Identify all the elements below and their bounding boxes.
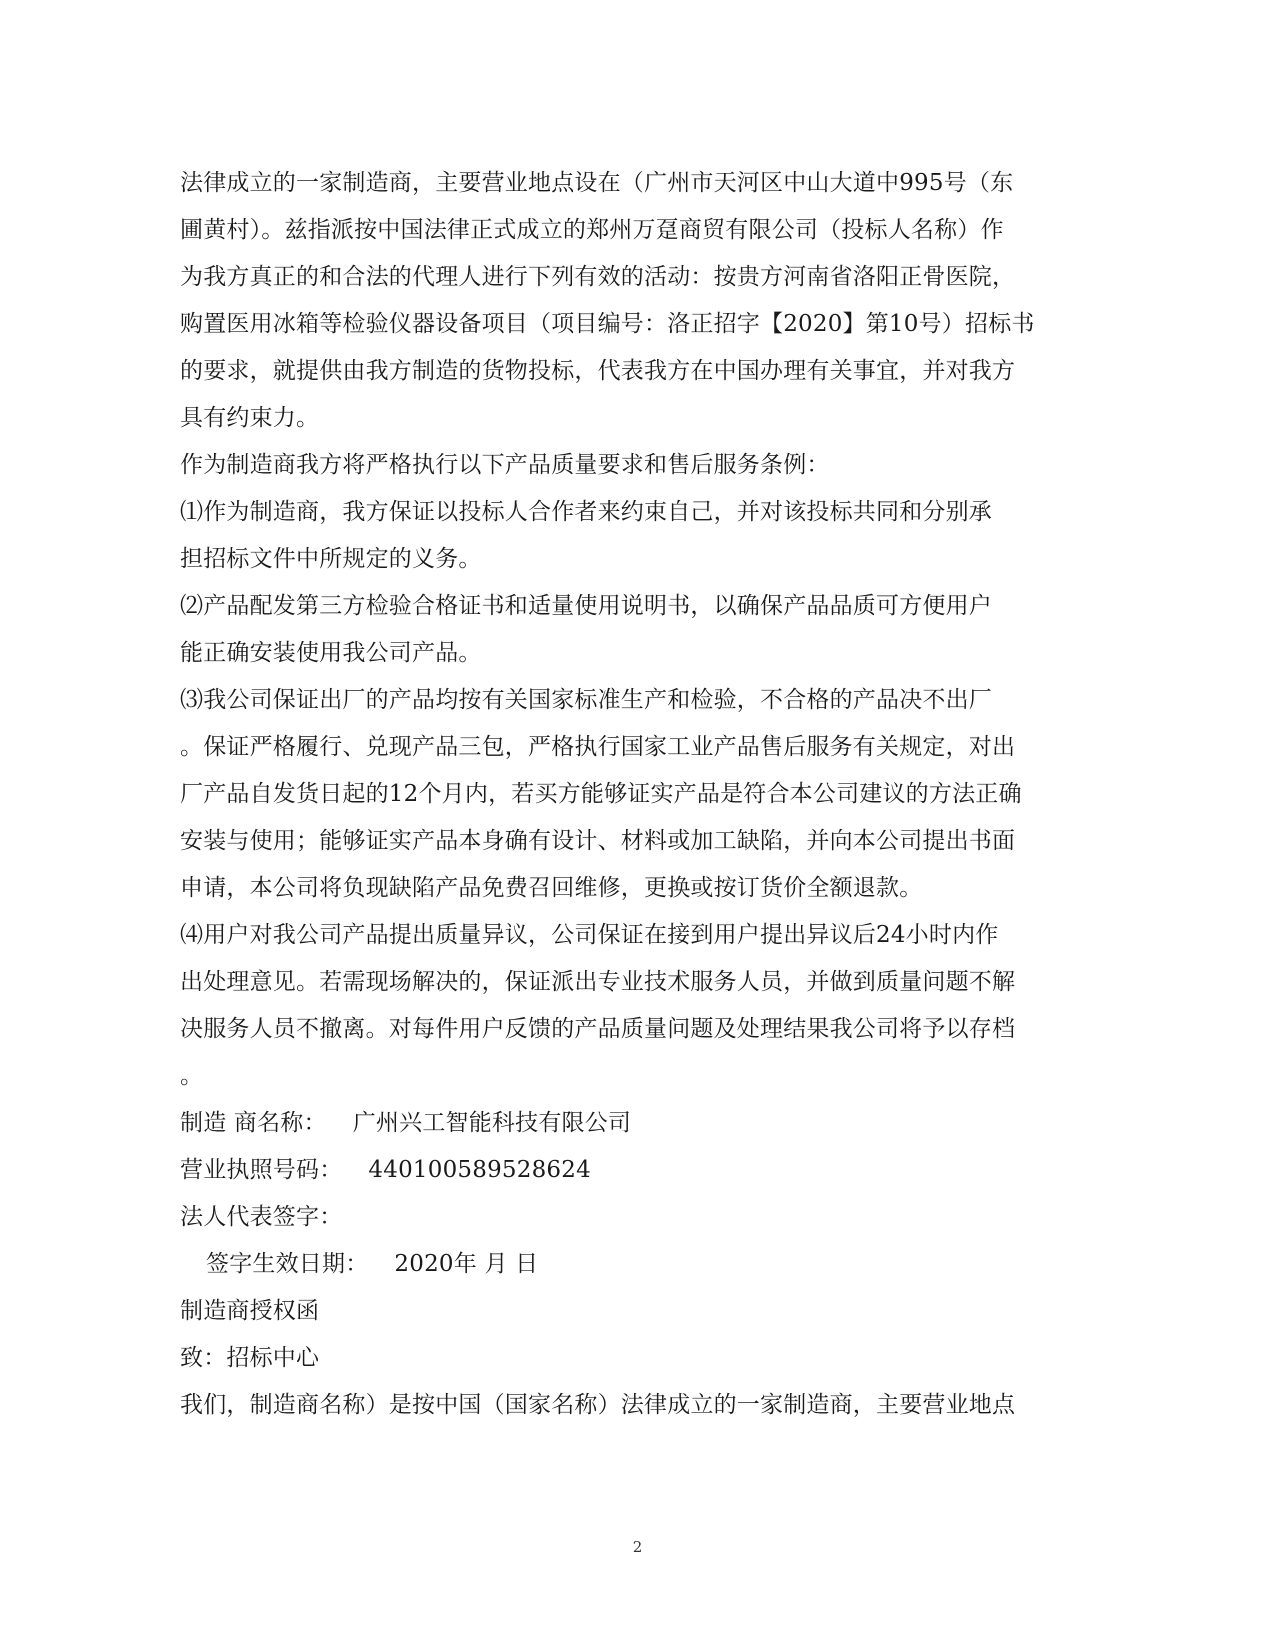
page-number: 2 — [632, 1538, 643, 1556]
business-license-label: 营业执照号码： — [180, 1157, 343, 1183]
body-line: 具有约束力。 — [180, 405, 320, 431]
body-line: 为我方真正的和合法的代理人进行下列有效的活动：按贵方河南省洛阳正骨医院， — [180, 264, 1016, 290]
document-body — [180, 160, 1080, 1429]
body-line: 。 — [180, 1063, 204, 1089]
body-line: 购置医用冰箱等检验仪器设备项目（项目编号：洛正招字【2020】第10号）招标书 — [180, 311, 1035, 337]
signature-date-value: 2020年 月 日 — [394, 1251, 539, 1277]
signature-date-row — [180, 1241, 1080, 1288]
body-line: 决服务人员不撤离。对每件用户反馈的产品质量问题及处理结果我公司将予以存档 — [180, 1016, 1016, 1042]
body-line: 厂产品自发货日起的12个月内，若买方能够证实产品是符合本公司建议的方法正确 — [180, 781, 1022, 807]
body-line: 。保证严格履行、兑现产品三包，严格执行国家工业产品售后服务有关规定，对出 — [180, 734, 1016, 760]
legal-signature-row — [180, 1194, 1080, 1241]
body-line: 安装与使用；能够证实产品本身确有设计、材料或加工缺陷，并向本公司提出书面 — [180, 828, 1016, 854]
manufacturer-name-label: 制造 商名称： — [180, 1110, 327, 1136]
business-license-value: 440100589528624 — [368, 1157, 591, 1183]
business-license-row — [180, 1147, 1080, 1194]
body-line: ⑷用户对我公司产品提出质量异议，公司保证在接到用户提出异议后24小时内作 — [180, 922, 999, 948]
body-line: 法律成立的一家制造商，主要营业地点设在（广州市天河区中山大道中995号（东 — [180, 170, 1014, 196]
body-line: 作为制造商我方将严格执行以下产品质量要求和售后服务条例： — [180, 452, 830, 478]
body-line: 申请，本公司将负现缺陷产品免费召回维修，更换或按订货价全额退款。 — [180, 875, 923, 901]
section-title: 制造商授权函 — [180, 1298, 320, 1324]
body-line: 我们，制造商名称）是按中国（国家名称）法律成立的一家制造商，主要营业地点 — [180, 1392, 1016, 1418]
body-line: ⑶我公司保证出厂的产品均按有关国家标准生产和检验，不合格的产品决不出厂 — [180, 687, 992, 713]
manufacturer-name-value: 广州兴工智能科技有限公司 — [352, 1110, 632, 1136]
body-line: 出处理意见。若需现场解决的，保证派出专业技术服务人员，并做到质量问题不解 — [180, 969, 1016, 995]
body-line: 担招标文件中所规定的义务。 — [180, 546, 482, 572]
body-line: 能正确安装使用我公司产品。 — [180, 640, 482, 666]
signature-date-label: 签字生效日期： — [206, 1251, 369, 1277]
body-line: ⑵产品配发第三方检验合格证书和适量使用说明书，以确保产品品质可方便用户 — [180, 593, 992, 619]
recipient-line: 致：招标中心 — [180, 1345, 320, 1371]
legal-signature-label: 法人代表签字： — [180, 1204, 343, 1230]
body-line: 的要求，就提供由我方制造的货物投标，代表我方在中国办理有关事宜，并对我方 — [180, 358, 1016, 384]
body-line: ⑴作为制造商，我方保证以投标人合作者来约束自己，并对该投标共同和分别承 — [180, 499, 992, 525]
manufacturer-name-row — [180, 1100, 1080, 1147]
body-line: 圃黄村）。兹指派按中国法律正式成立的郑州万趸商贸有限公司（投标人名称）作 — [180, 217, 1004, 243]
